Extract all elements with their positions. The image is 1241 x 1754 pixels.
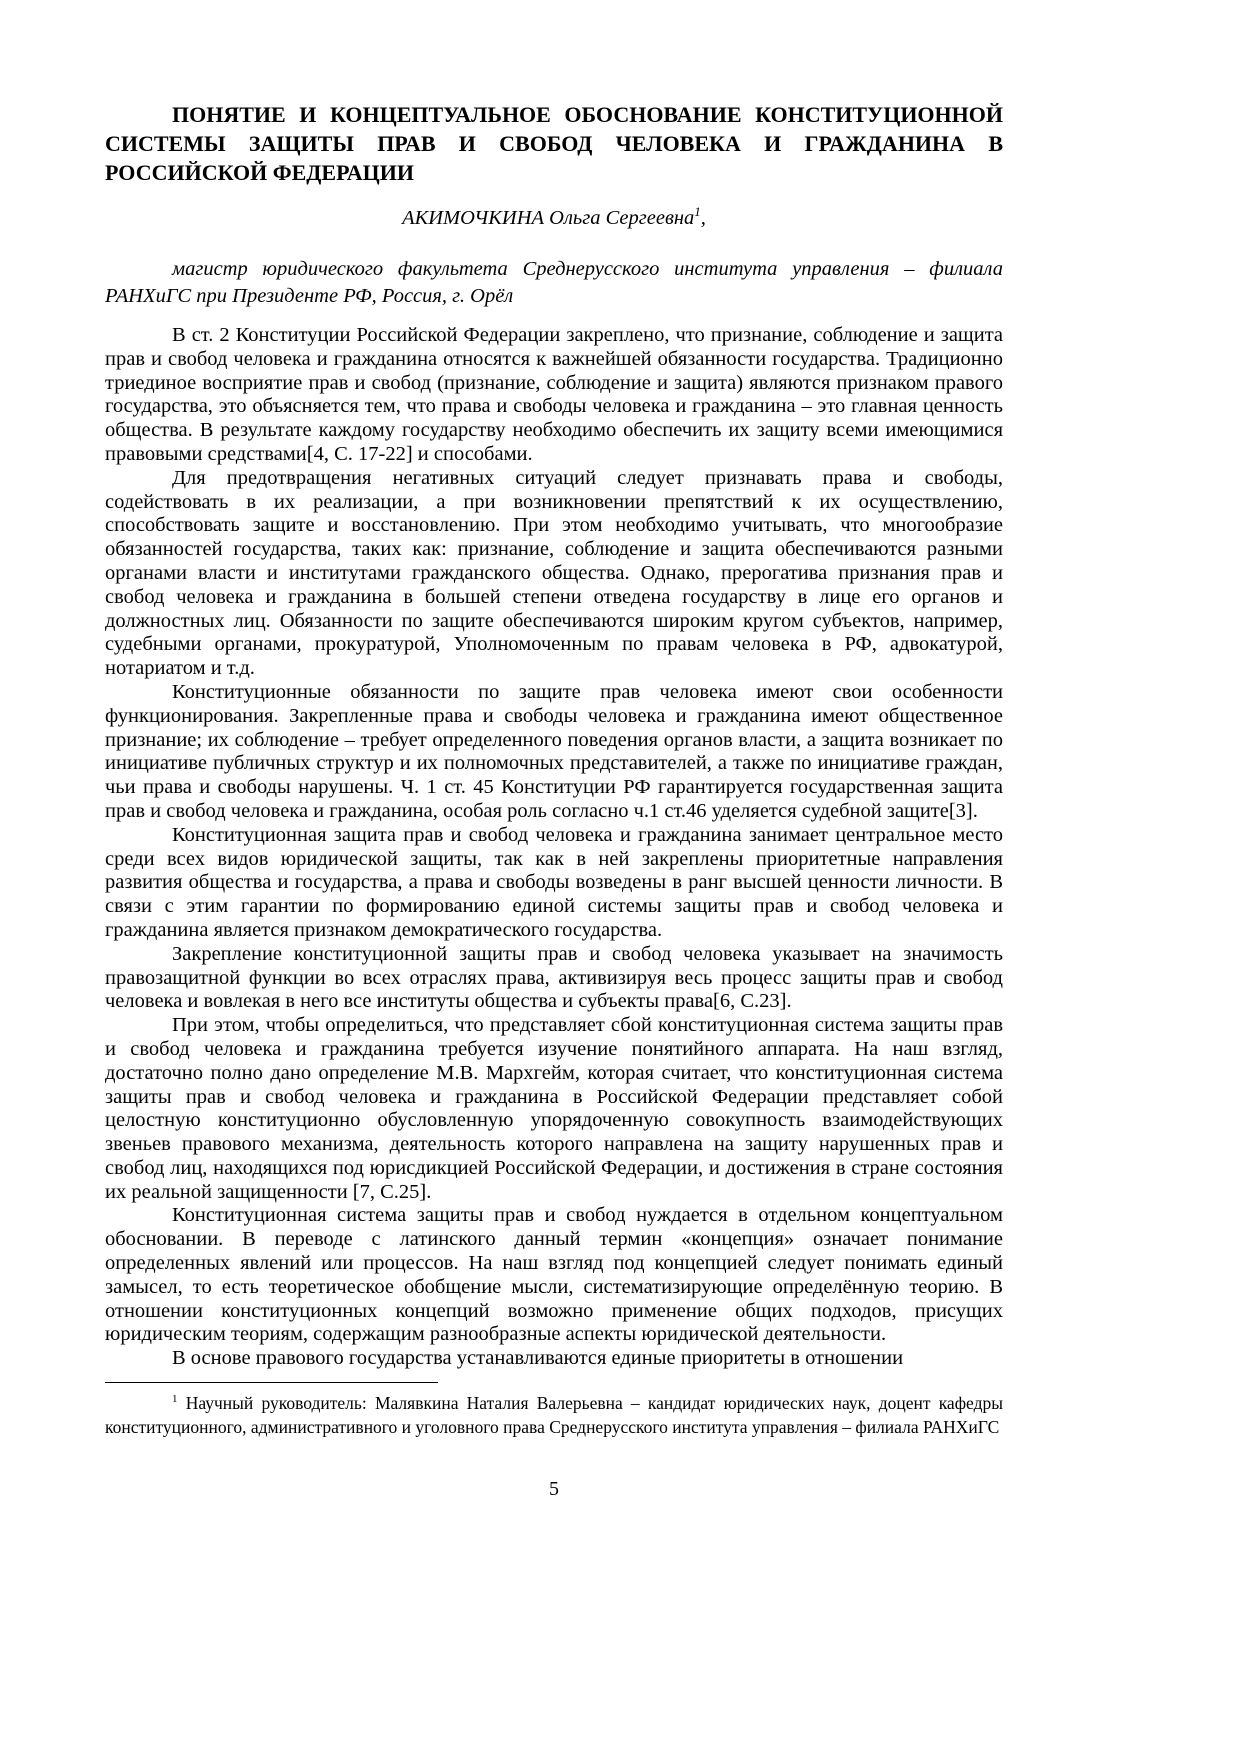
article-body [105, 324, 1003, 1371]
article-title: ПОНЯТИЕ И КОНЦЕПТУАЛЬНОЕ ОБОСНОВАНИЕ КОНСТИТУЦИОННОЙ СИСТЕМЫ ЗАЩИТЫ ПРАВ И СВОБОД ЧЕЛОВЕКА И ГРАЖДАНИНА В РОССИЙСКОЙ ФЕДЕРАЦИИ [105, 102, 1003, 185]
author-name: АКИМОЧКИНА Ольга Сергеевна [402, 207, 695, 229]
footnote-marker: 1 [172, 1393, 178, 1406]
paragraph: При этом, чтобы определиться, что представляет сбой конституционная система защиты прав и свобод человека и гражданина требуется изучение понятийного аппарата. На наш взгляд, достаточно полно дано определение М.В. Мархгейм, которая считает, что конституционная система защиты прав и свобод человека и гражданина в Российской Федерации представляет собой целостную конституционно обусловленную упорядоченную совокупность взаимодействующих звеньев правового механизма, деятельность которого направлена на защиту нарушенных прав и свобод лиц, находящихся под юрисдикцией Российской Федерации, и достижения в стране состояния их реальной защищенности [7, С.25]. [105, 1014, 1003, 1203]
paragraph: Конституционная система защиты прав и свобод нуждается в отдельном концептуальном обосновании. В переводе с латинского данный термин «концепция» означает понимание определенных явлений или процессов. На наш взгляд под концепцией следует понимать единый замысел, то есть теоретическое обобщение мысли, систематизирующие определённую теорию. В отношении конституционных концепций возможно применение общих подходов, присущих юридическим теориям, содержащим разнообразные аспекты юридической деятельности. [105, 1204, 1003, 1346]
author-line [105, 205, 1003, 232]
footnote-separator [105, 1382, 438, 1383]
paragraph: Конституционные обязанности по защите прав человека имеют свои особенности функционирования. Закрепленные права и свободы человека и гражданина имеют общественное признание; их соблюдение – требует определенного поведения органов власти, а защита возникает по инициативе публичных структур и их полномочных представителей, а также по инициативе граждан, чьи права и свободы нарушены. Ч. 1 ст. 45 Конституции РФ гарантируется государственная защита прав и свобод человека и гражданина, особая роль согласно ч.1 ст.46 уделяется судебной защите[3]. [105, 680, 1003, 822]
footnote-area [105, 1382, 1003, 1439]
paragraph: Закрепление конституционной защиты прав и свобод человека указывает на значимость правозащитной функции во всех отраслях права, активизируя весь процесс защиты прав и свобод человека и вовлекая в него все институты общества и субъекты права[6, С.23]. [105, 942, 1003, 1013]
paragraph: Для предотвращения негативных ситуаций следует признавать права и свободы, содействовать в их реализации, а при возникновении препятствий к их осуществлению, способствовать защите и восстановлению. При этом необходимо учитывать, что многообразие обязанностей государства, таких как: признание, соблюдение и защита обеспечиваются разными органами власти и институтами гражданского общества. Однако, прерогатива признания прав и свобод человека и гражданина в большей степени отведена государству в лице его органов и должностных лиц. Обязанности по защите обеспечиваются широким кругом субъектов, например, судебными органами, прокуратурой, Уполномоченным по правам человека в РФ, адвокатурой, нотариатом и т.д. [105, 466, 1003, 680]
paragraph: Конституционная защита прав и свобод человека и гражданина занимает центральное место среди всех видов юридической защиты, так как в ней закреплены приоритетные направления развития общества и государства, а права и свободы возведены в ранг высшей ценности личности. В связи с этим гарантии по формированию единой системы защиты прав и свобод человека и гражданина является признаком демократического государства. [105, 823, 1003, 941]
page-number: 5 [549, 1478, 559, 1500]
author-suffix: , [700, 207, 706, 229]
footnote-body: Научный руководитель: Малявкина Наталия Валерьевна – кандидат юридических наук, доцент кафедры конституционного, административного и уголовного права Среднерусского института управления – филиала РАНХиГС [105, 1393, 1003, 1437]
paragraph: В основе правового государства устанавливаются единые приоритеты в отношении [172, 1347, 904, 1370]
author-footnote-ref: 1 [694, 204, 701, 220]
footnote-text [105, 1392, 1003, 1439]
author-affiliation: магистр юридического факультета Среднерусского института управления – филиала РАНХиГС при Президенте РФ, Россия, г. Орёл [105, 258, 1003, 307]
paragraph: В ст. 2 Конституции Российской Федерации закреплено, что признание, соблюдение и защита прав и свобод человека и гражданина относятся к важнейшей обязанности государства. Традиционно триединое восприятие прав и свобод (признание, соблюдение и защита) являются признаком правого государства, это объясняется тем, что права и свободы человека и гражданина – это главная ценность общества. В результате каждому государству необходимо обеспечить их защиту всеми имеющимися правовыми средствами[4, С. 17-22] и способами. [105, 324, 1003, 465]
